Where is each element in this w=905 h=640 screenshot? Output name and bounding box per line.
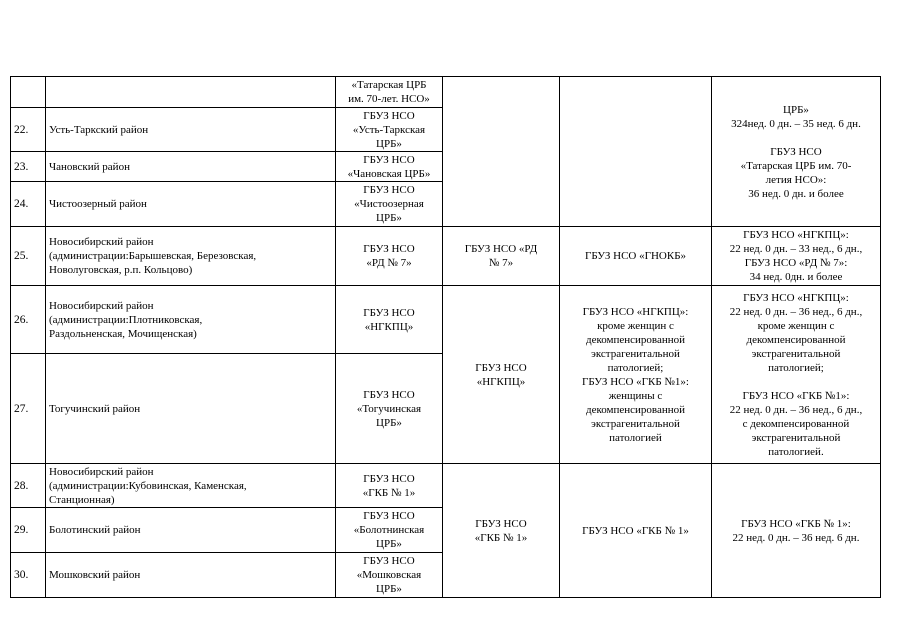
hospital-cell: ГБУЗ НСО «Мошковская ЦРБ» [336,553,443,598]
district-cell: Новосибирский район (администрации:Кубовинская, Каменская, Станционная) [46,464,336,508]
hospital-cell: ГБУЗ НСО «Тогучинская ЦРБ» [336,354,443,464]
level2-cell: ГБУЗ НСО «ГКБ № 1» [443,464,560,598]
district-cell: Болотинский район [46,508,336,553]
hospital-cell: ГБУЗ НСО «Усть-Таркская ЦРБ» [336,108,443,152]
row-number [11,77,46,108]
hospital-cell: ГБУЗ НСО «НГКПЦ» [336,286,443,354]
row-number: 25. [11,227,46,286]
table-row [11,77,881,108]
hospital-cell: ГБУЗ НСО «Чистоозерная ЦРБ» [336,182,443,227]
row-number: 29. [11,508,46,553]
district-cell: Новосибирский район (администрации:Барышевская, Березовская, Новолуговская, р.п. Кольцово) [46,227,336,286]
district-cell: Чистоозерный район [46,182,336,227]
level2-cell: ГБУЗ НСО «НГКПЦ» [443,286,560,464]
level3-cell: ГБУЗ НСО «ГНОКБ» [560,227,712,286]
table-row [11,227,881,286]
hospital-cell: ГБУЗ НСО «Болотнинская ЦРБ» [336,508,443,553]
level2-cell: ГБУЗ НСО «РД № 7» [443,227,560,286]
level3-cell [560,77,712,227]
table-row [11,464,881,508]
district-cell: Тогучинский район [46,354,336,464]
district-cell: Усть-Таркский район [46,108,336,152]
table-row [11,286,881,354]
row-number: 30. [11,553,46,598]
district-cell [46,77,336,108]
referral-table [10,76,881,598]
hospital-cell: ГБУЗ НСО «РД № 7» [336,227,443,286]
row-number: 27. [11,354,46,464]
district-cell: Чановский район [46,152,336,182]
gestation-cell: ГБУЗ НСО «ГКБ № 1»: 22 нед. 0 дн. – 36 нед. 6 дн. [712,464,881,598]
hospital-cell: ГБУЗ НСО «Чановская ЦРБ» [336,152,443,182]
row-number: 24. [11,182,46,227]
gestation-cell: ЦРБ» 324нед. 0 дн. – 35 нед. 6 дн. ГБУЗ НСО «Татарская ЦРБ им. 70- летия НСО»: 36 нед. 0 дн. и более [712,77,881,227]
gestation-cell: ГБУЗ НСО «НГКПЦ»: 22 нед. 0 дн. – 33 нед., 6 дн., ГБУЗ НСО «РД № 7»: 34 нед. 0дн. и более [712,227,881,286]
level3-cell: ГБУЗ НСО «НГКПЦ»: кроме женщин с декомпенсированной экстрагенитальной патологией; ГБУЗ НСО «ГКБ №1»: женщины с декомпенсированной экстрагенитальной патологией [560,286,712,464]
row-number: 23. [11,152,46,182]
hospital-cell: «Татарская ЦРБ им. 70-лет. НСО» [336,77,443,108]
district-cell: Новосибирский район (администрации:Плотниковская, Раздольненская, Мочищенская) [46,286,336,354]
level3-cell: ГБУЗ НСО «ГКБ № 1» [560,464,712,598]
level2-cell [443,77,560,227]
hospital-cell: ГБУЗ НСО «ГКБ № 1» [336,464,443,508]
row-number: 28. [11,464,46,508]
gestation-cell: ГБУЗ НСО «НГКПЦ»: 22 нед. 0 дн. – 36 нед., 6 дн., кроме женщин с декомпенсированной экстрагенитальной патологией; ГБУЗ НСО «ГКБ №1»: 22 нед. 0 дн. – 36 нед., 6 дн., с декомпенсированной экстрагенитальной патологией. [712,286,881,464]
row-number: 22. [11,108,46,152]
district-cell: Мошковский район [46,553,336,598]
row-number: 26. [11,286,46,354]
